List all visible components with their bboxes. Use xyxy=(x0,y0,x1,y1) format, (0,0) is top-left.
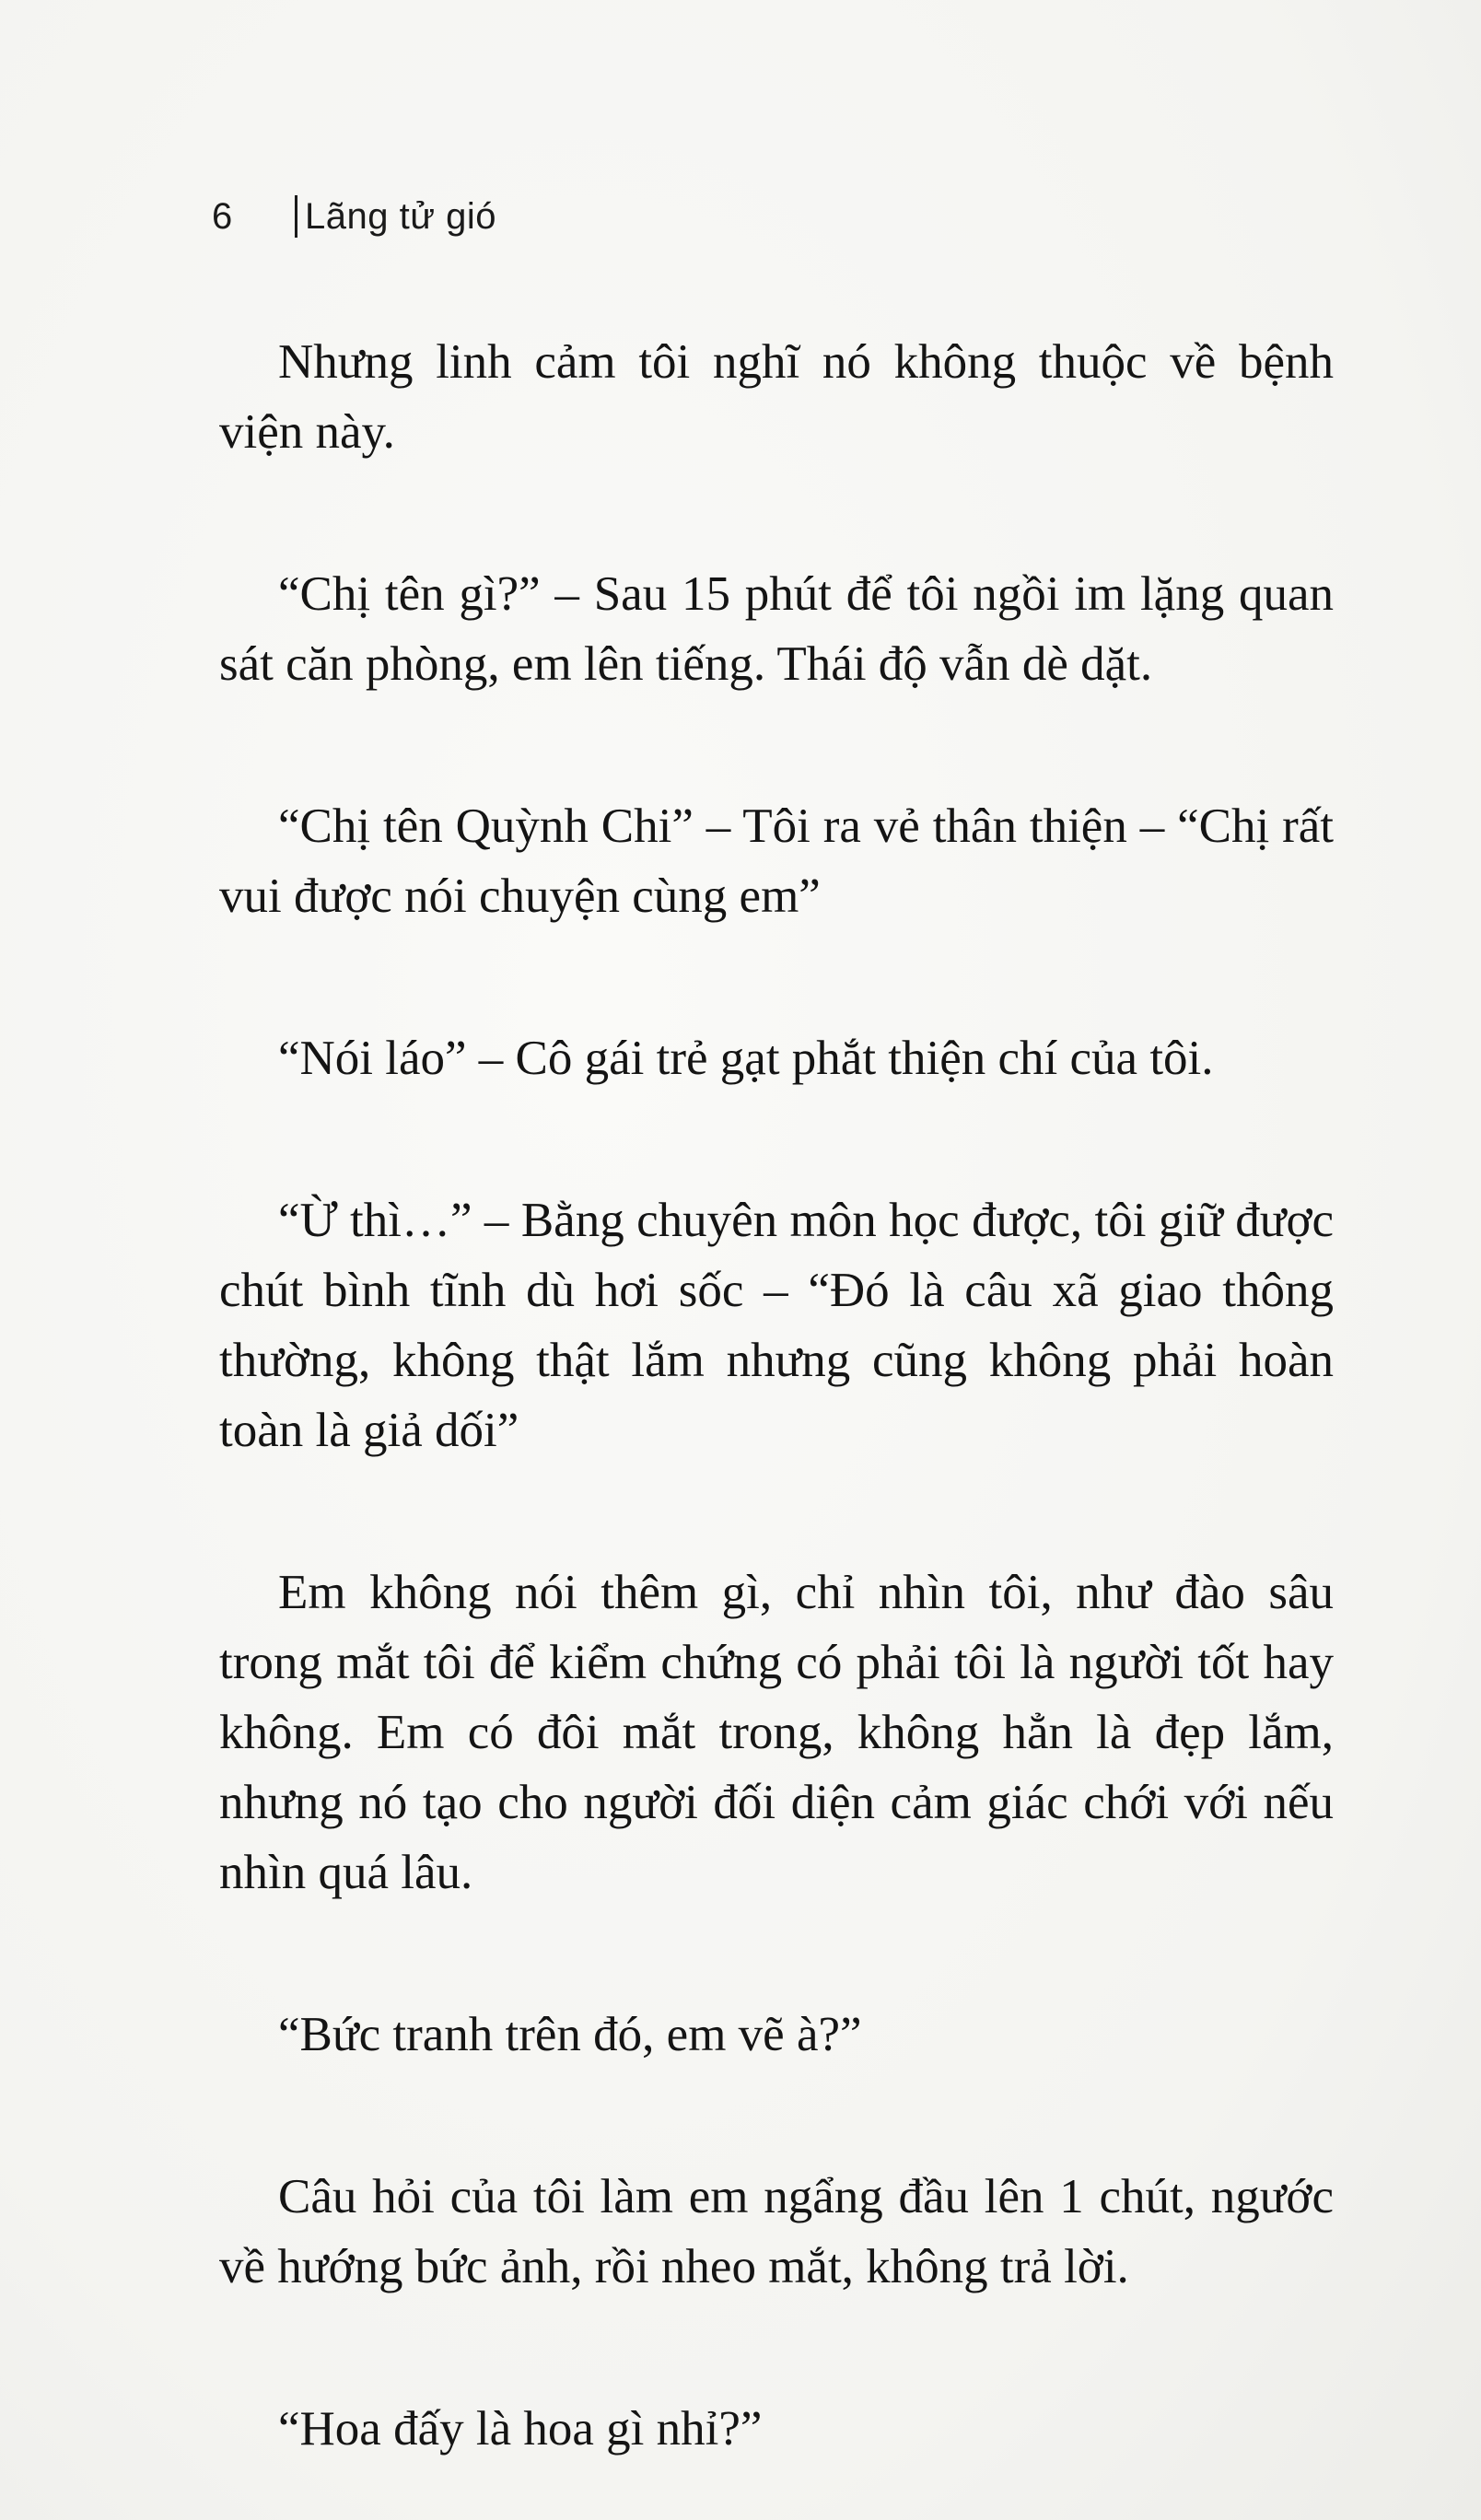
paragraph: “Ừ thì…” – Bằng chuyên môn học được, tôi giữ được chút bình tĩnh dù hơi sốc – “Đó là câu xã giao thông thường, không thật lắm nhưng cũng không phải hoàn toàn là giả dối” xyxy=(219,1194,1334,1457)
paragraph: Em không nói thêm gì, chỉ nhìn tôi, như đào sâu trong mắt tôi để kiểm chứng có phải tôi là người tốt hay không. Em có đôi mắt trong, không hẳn là đẹp lắm, nhưng nó tạo cho người đối diện cảm giác chới với nếu nhìn quá lâu. xyxy=(219,1566,1334,1899)
paragraph: Nhưng linh cảm tôi nghĩ nó không thuộc về bệnh viện này. xyxy=(219,335,1334,459)
paragraph: “Chị tên Quỳnh Chi” – Tôi ra vẻ thân thiện – “Chị rất vui được nói chuyện cùng em” xyxy=(219,799,1334,923)
paragraph: “Chị tên gì?” – Sau 15 phút để tôi ngồi im lặng quan sát căn phòng, em lên tiếng. Thái độ vẫn dè dặt. xyxy=(219,567,1334,691)
page-number: 6 xyxy=(212,195,233,237)
header-divider xyxy=(295,195,297,238)
paragraph: “Nói láo” – Cô gái trẻ gạt phắt thiện chí của tôi. xyxy=(278,1032,1214,1085)
running-head xyxy=(212,189,496,244)
paragraph: “Bức tranh trên đó, em vẽ à?” xyxy=(278,2008,862,2061)
paragraph: “Hoa đấy là hoa gì nhỉ?” xyxy=(278,2402,763,2456)
paragraph: Câu hỏi của tôi làm em ngẩng đầu lên 1 chút, ngước về hướng bức ảnh, rồi nheo mắt, không trả lời. xyxy=(219,2170,1334,2293)
book-title: Lãng tử gió xyxy=(305,195,496,237)
page-body xyxy=(219,327,1334,2464)
